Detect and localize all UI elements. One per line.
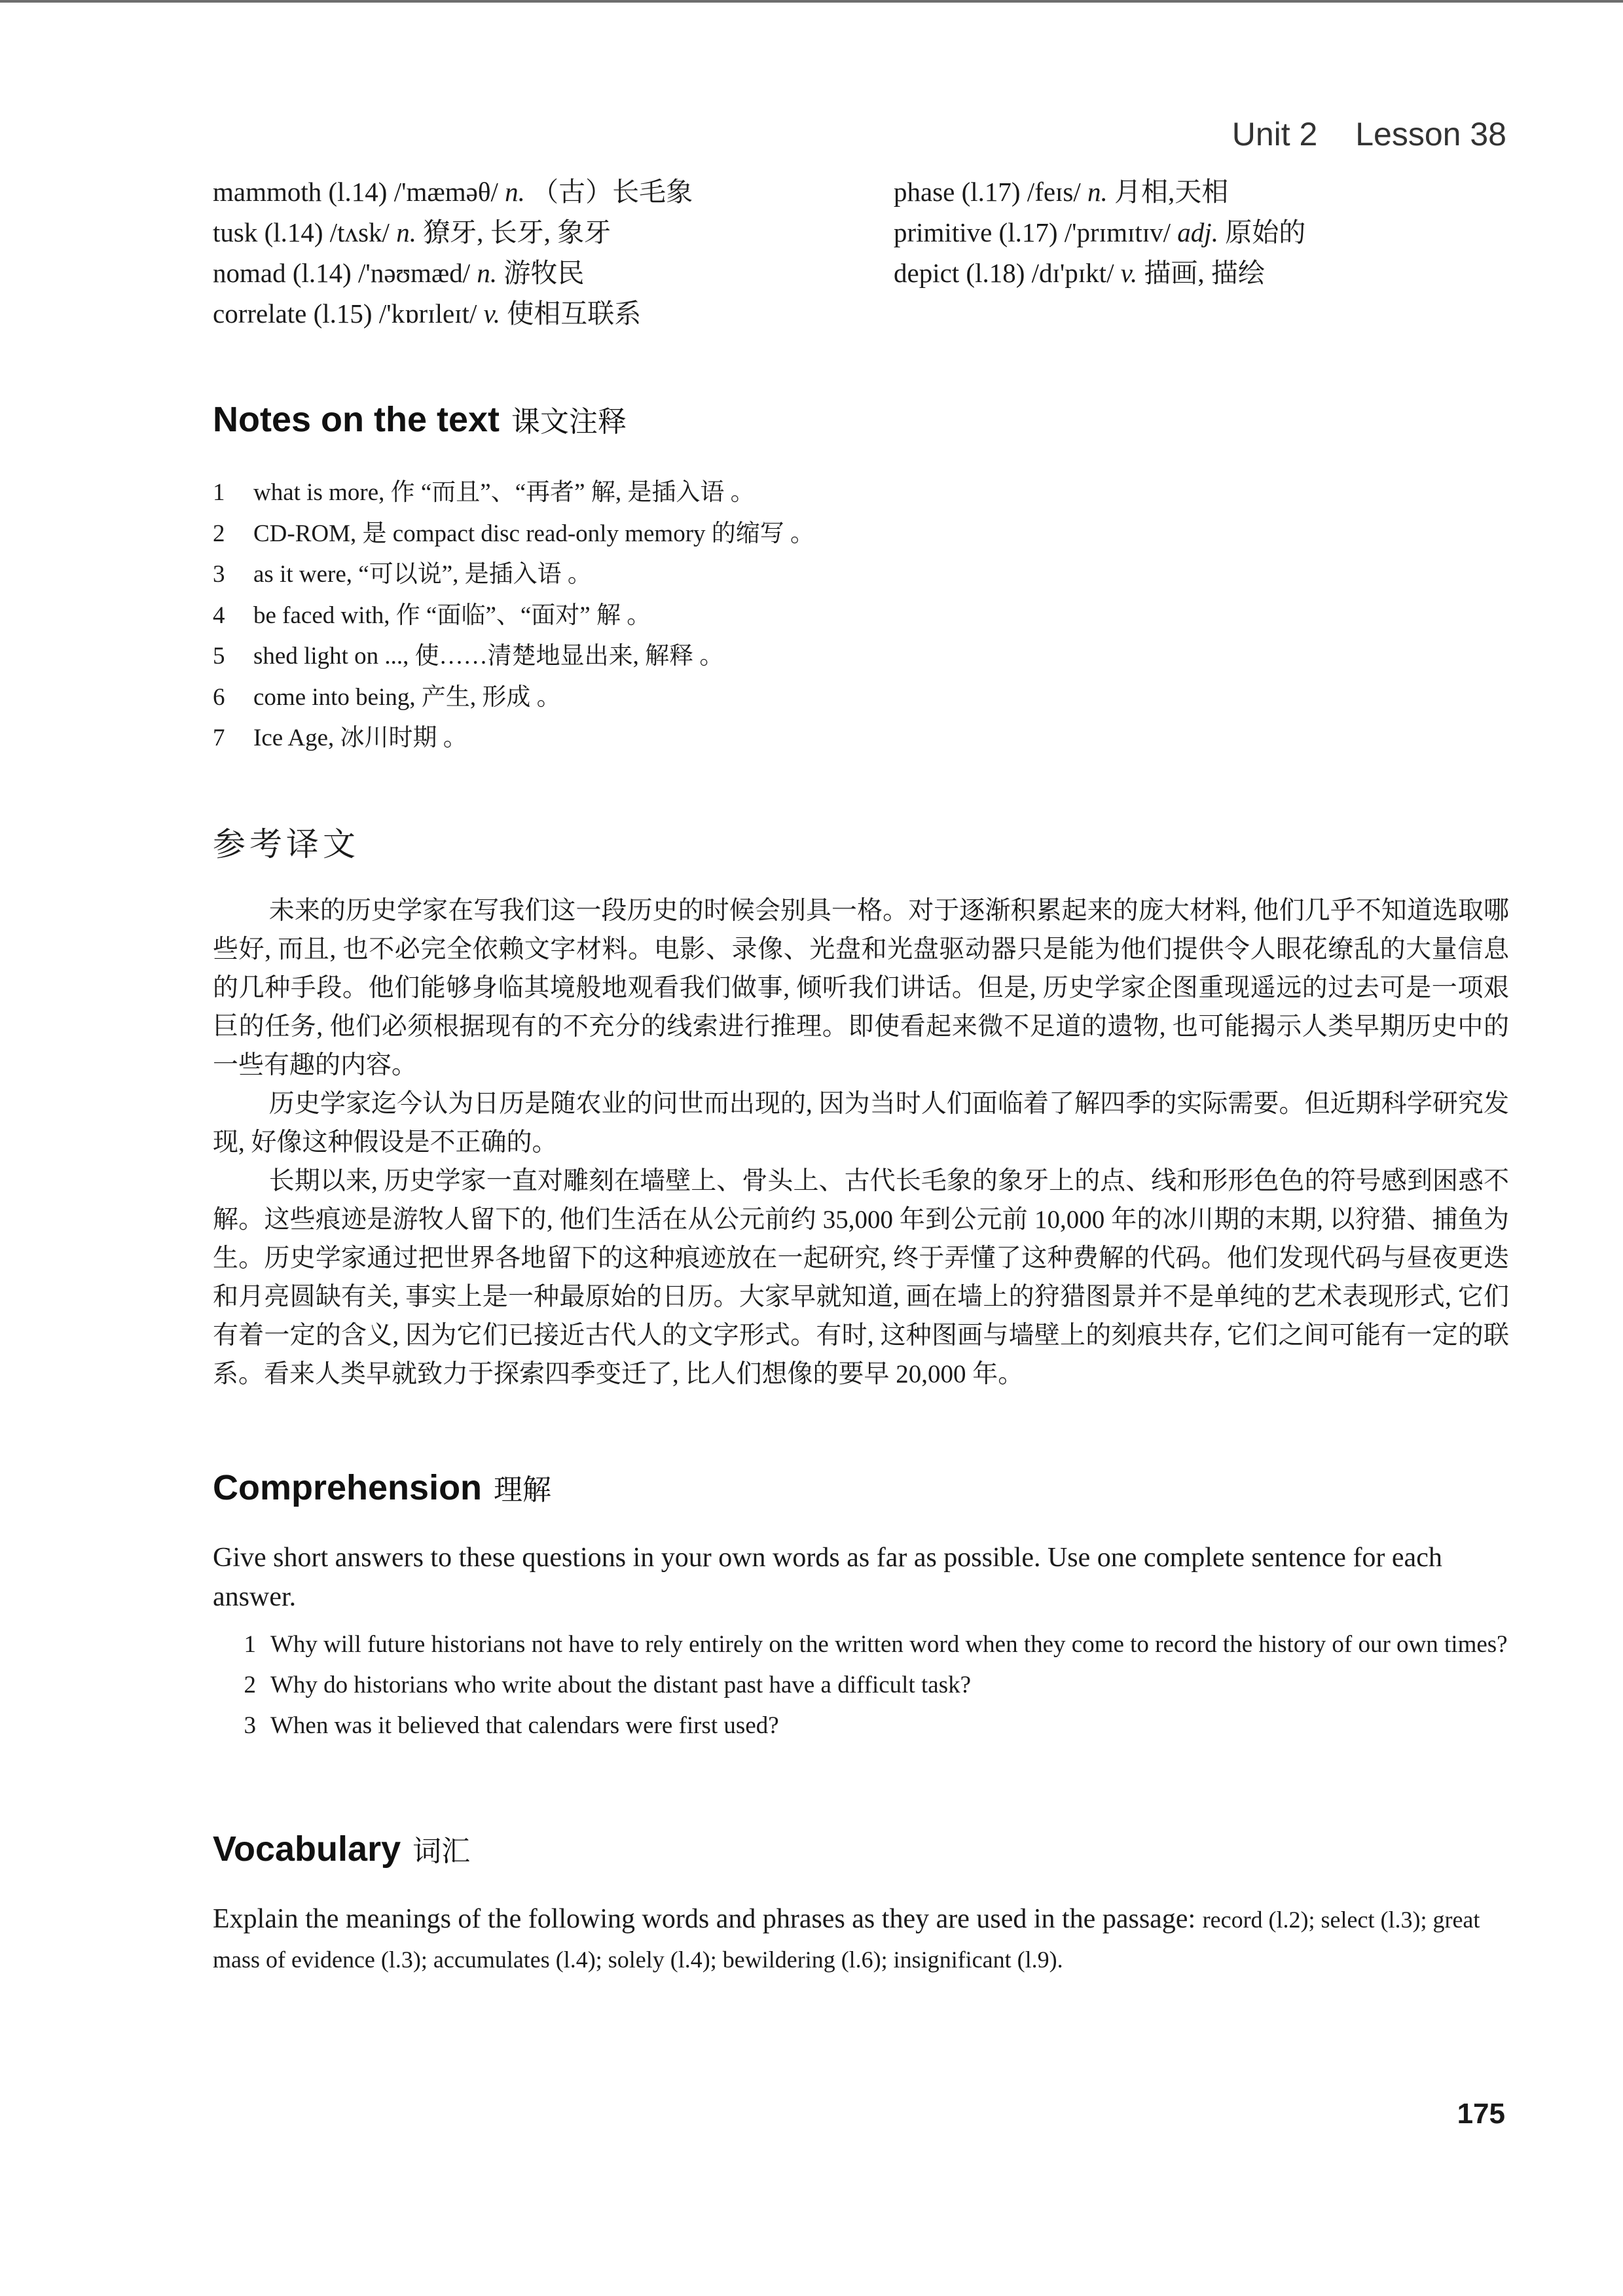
lesson-label: Lesson 38 <box>1355 116 1506 152</box>
new-words-left-column <box>213 171 693 334</box>
question-item <box>213 1666 1509 1704</box>
vocabulary-exercise <box>213 1899 1509 1979</box>
notes-title-cn: 课文注释 <box>511 405 627 439</box>
word-pos: n. <box>396 217 416 247</box>
note-item <box>213 718 814 759</box>
note-number: 3 <box>213 561 225 588</box>
question-text: When was it believed that calendars were first used? <box>270 1712 779 1739</box>
note-number: 7 <box>213 725 225 751</box>
note-text: be faced with, 作 “面临”、“面对” 解 。 <box>253 601 651 629</box>
note-number: 4 <box>213 601 225 629</box>
vocabulary-title-cn: 词汇 <box>412 1835 471 1868</box>
word-entry <box>213 212 693 253</box>
note-text: CD-ROM, 是 compact disc read-only memory 的缩写 。 <box>253 520 815 547</box>
note-item <box>213 677 814 719</box>
question-number: 3 <box>244 1712 256 1739</box>
comprehension-intro: Give short answers to these questions in your own words as far as possible. Use one complete sentence for each answer. <box>213 1543 1442 1612</box>
word-meaning: 描画, 描绘 <box>1144 258 1265 288</box>
word-headword: mammoth (l.14) /'mæməθ/ <box>213 177 498 207</box>
comprehension-heading <box>213 1466 551 1508</box>
unit-label: Unit 2 <box>1231 116 1318 152</box>
question-number: 2 <box>244 1672 256 1698</box>
translation-paragraph: 长期以来, 历史学家一直对雕刻在墙壁上、骨头上、古代长毛象的象牙上的点、线和形形色色的符号感到困惑不解。这些痕迹是游牧人留下的, 他们生活在从公元前约 35,000 年到公元前 10,000 年的冰川期的末期, 以狩猎、捕鱼为生。历史学家通过把世界各地留下的这种痕迹放在一起研究, 终于弄懂了这种费解的代码。他们发现代码与昼夜更迭和月亮圆缺有关, 事实上是一种最原始的日历。大家早就知道, 画在墙上的狩猎图景并不是单纯的艺术表现形式, 它们有着一定的含义, 因为它们已接近古代人的文字形式。有时, 这种图画与墙壁上的刻痕共存, 它们之间可能有一定的联系。看来人类早就致力于探索四季变迁了, 比人们想像的要早 20,000 年。 <box>213 1167 1509 1388</box>
vocabulary-title: Vocabulary <box>213 1829 401 1869</box>
comprehension-questions <box>213 1626 1509 1748</box>
note-item <box>213 473 814 514</box>
word-meaning: 游牧民 <box>503 258 585 288</box>
translation-paragraph: 历史学家迄今认为日历是随农业的问世而出现的, 因为当时人们面临着了解四季的实际需要。但近期科学研究发现, 好像这种假设是不正确的。 <box>213 1090 1509 1157</box>
top-rule <box>0 0 1623 3</box>
word-pos: adj. <box>1177 217 1218 247</box>
note-text: come into being, 产生, 形成 。 <box>253 683 561 711</box>
question-text: Why do historians who write about the distant past have a difficult task? <box>270 1672 972 1698</box>
note-number: 1 <box>213 479 225 506</box>
question-text: Why will future historians not have to rely entirely on the written word when they come to record the history of our own times? <box>270 1631 1508 1658</box>
translation-body <box>213 891 1509 1393</box>
word-headword: phase (l.17) /feɪs/ <box>894 177 1081 207</box>
vocabulary-heading <box>213 1827 470 1869</box>
question-item <box>213 1626 1509 1664</box>
note-text: as it were, “可以说”, 是插入语 。 <box>253 561 592 588</box>
word-pos: v. <box>483 298 501 329</box>
notes-title: Notes on the text <box>213 400 500 439</box>
word-entry <box>213 253 693 293</box>
word-entry <box>213 171 693 212</box>
word-headword: depict (l.18) /dɪ'pɪkt/ <box>894 258 1114 288</box>
word-pos: n. <box>505 177 525 207</box>
word-meaning: 原始的 <box>1225 217 1306 247</box>
word-meaning: 獠牙, 长牙, 象牙 <box>423 217 611 247</box>
word-meaning: （古）长毛象 <box>532 177 693 207</box>
word-entry <box>894 253 1305 293</box>
vocabulary-instruction: Explain the meanings of the following words and phrases as they are used in the passage: <box>213 1904 1196 1934</box>
translation-paragraph: 未来的历史学家在写我们这一段历史的时候会别具一格。对于逐渐积累起来的庞大材料, 他们几乎不知道选取哪些好, 而且, 也不必完全依赖文字材料。电影、录像、光盘和光盘驱动器只是能为他们提供令人眼花缭乱的大量信息的几种手段。他们能够身临其境般地观看我们做事, 倾听我们讲话。但是, 历史学家企图重现遥远的过去可是一项艰巨的任务, 他们必须根据现有的不充分的线索进行推理。即使看起来微不足道的遗物, 也可能揭示人类早期历史中的一些有趣的内容。 <box>213 897 1509 1079</box>
page-number: 175 <box>1457 2098 1505 2130</box>
note-text: what is more, 作 “而且”、“再者” 解, 是插入语 。 <box>253 479 755 506</box>
note-item <box>213 514 814 555</box>
note-item <box>213 636 814 677</box>
note-number: 6 <box>213 683 225 711</box>
word-headword: nomad (l.14) /'nəʊmæd/ <box>213 258 471 288</box>
note-number: 5 <box>213 643 225 670</box>
word-entry <box>213 293 693 334</box>
word-pos: n. <box>477 258 498 288</box>
notes-heading <box>213 398 627 440</box>
translation-title: 参考译文 <box>213 826 359 863</box>
word-meaning: 使相互联系 <box>507 298 642 329</box>
note-item <box>213 596 814 637</box>
vocabulary-terms: record (l.2); select (l.3); great mass of evidence (l.3); accumulates (l.4); solely (l.4); bewildering (l.6); insignificant (l.9). <box>213 1907 1480 1973</box>
word-meaning: 月相,天相 <box>1114 177 1229 207</box>
note-number: 2 <box>213 520 225 547</box>
note-text: shed light on ..., 使……清楚地显出来, 解释 。 <box>253 643 724 670</box>
notes-list <box>213 473 814 759</box>
word-pos: n. <box>1087 177 1108 207</box>
word-pos: v. <box>1120 258 1138 288</box>
running-header <box>1203 115 1506 153</box>
word-headword: primitive (l.17) /'prɪmɪtɪv/ <box>894 217 1171 247</box>
note-text: Ice Age, 冰川时期 。 <box>253 725 467 751</box>
word-entry <box>894 171 1305 212</box>
question-number: 1 <box>244 1631 256 1658</box>
word-entry <box>894 212 1305 253</box>
word-headword: correlate (l.15) /'kɒrɪleɪt/ <box>213 298 477 329</box>
note-item <box>213 554 814 596</box>
new-words-right-column <box>894 171 1305 293</box>
question-item <box>213 1707 1509 1745</box>
word-headword: tusk (l.14) /tʌsk/ <box>213 217 390 247</box>
comprehension-title-cn: 理解 <box>494 1473 552 1507</box>
comprehension-title: Comprehension <box>213 1468 483 1507</box>
